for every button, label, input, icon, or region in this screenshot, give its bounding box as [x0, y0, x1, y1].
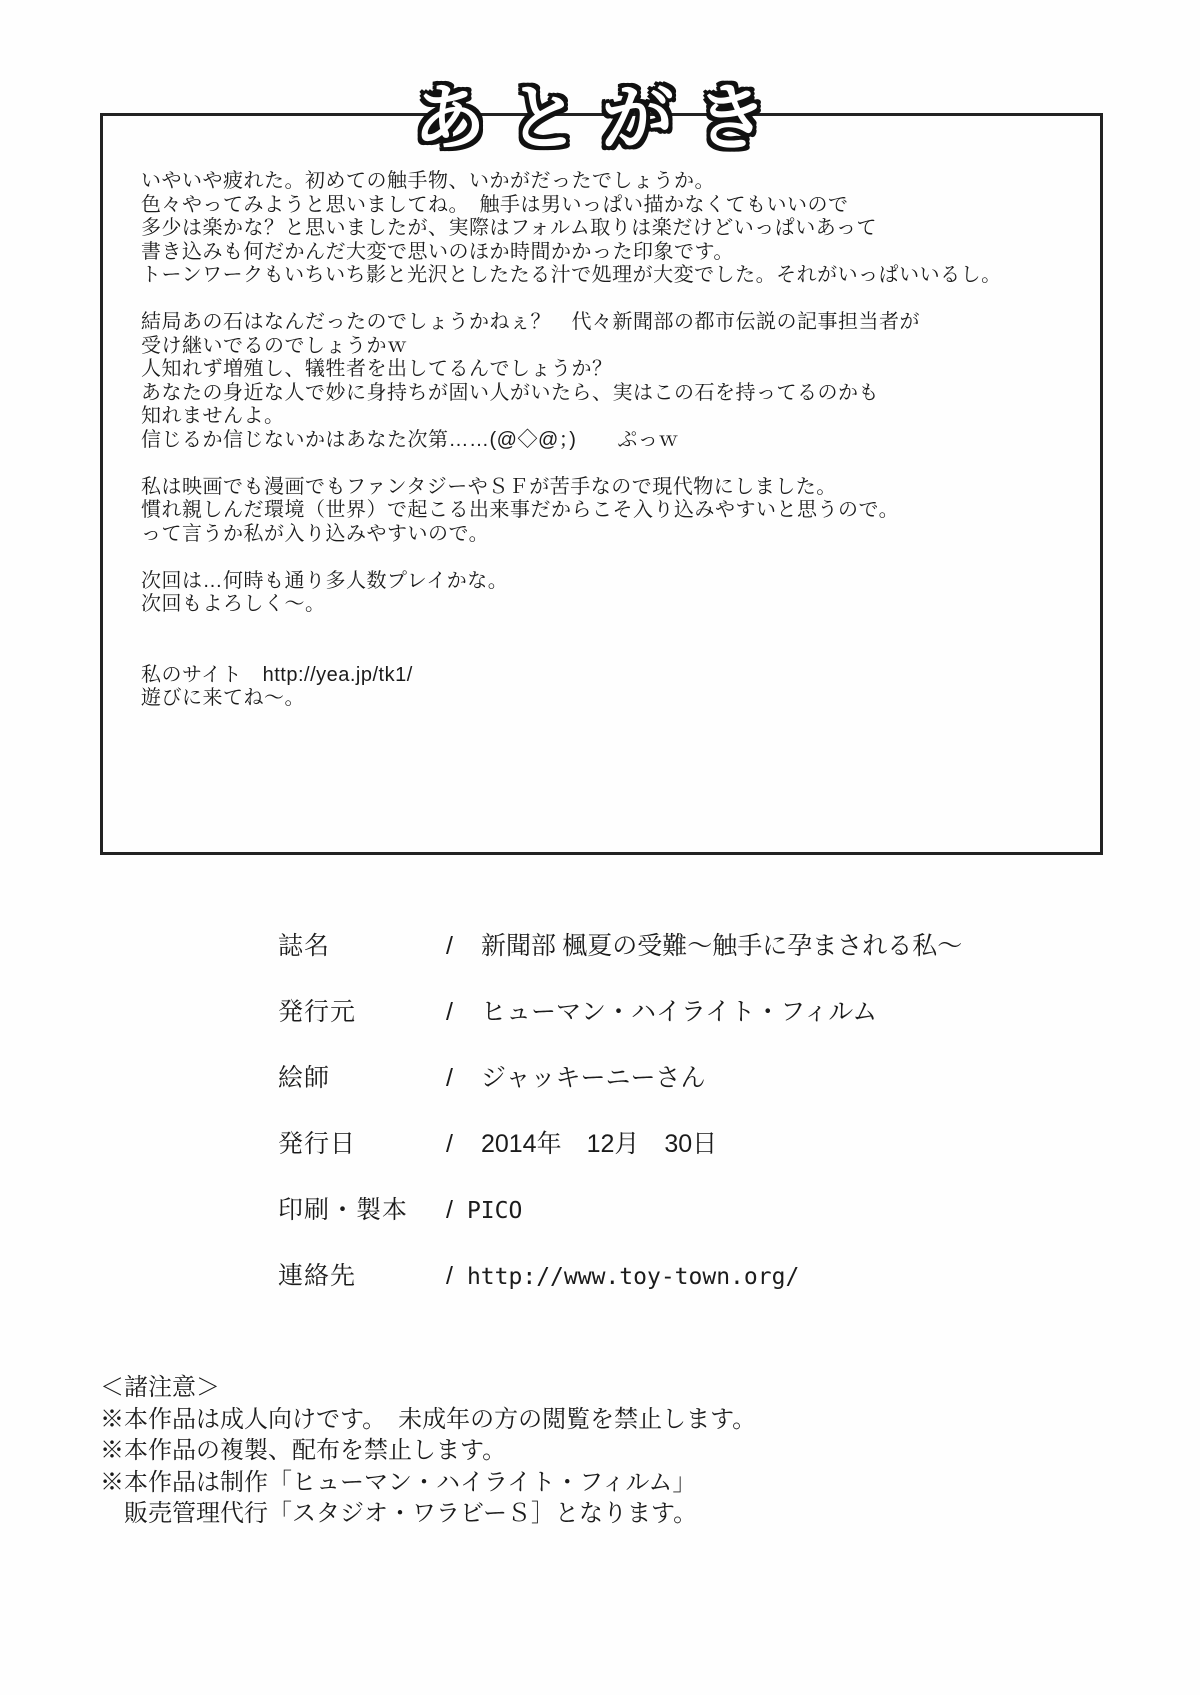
notices-lines — [100, 1404, 756, 1530]
notice-line: ※本作品は成人向けです。 未成年の方の閲覧を禁止します。 — [100, 1405, 757, 1433]
afterword-line: 信じるか信じないかはあなた次第……(@◇@；) ぷっｗ — [141, 428, 679, 451]
colophon-value: 2014年 12月 30日 — [480, 1130, 718, 1158]
colophon-row — [278, 1058, 962, 1124]
afterword-line: 私は映画でも漫画でもファンタジーやＳＦが苦手なので現代物にしました。 — [141, 475, 837, 498]
colophon-row — [278, 1124, 962, 1190]
colophon-value: http://www.toy-town.org/ — [466, 1264, 800, 1290]
colophon-value: PICO — [466, 1198, 523, 1224]
afterword-line — [141, 288, 1071, 312]
colophon-label: 印刷・製本 — [278, 1196, 409, 1224]
colophon-value: 新聞部 楓夏の受難〜触手に孕まされる私〜 — [480, 933, 963, 960]
colophon-label: 発行日 — [278, 1130, 357, 1158]
colophon-value: ジャッキーニーさん — [480, 1065, 706, 1092]
afterword-line: 結局あの石はなんだったのでしょうかねぇ？ 代々新聞部の都市伝説の記事担当者が — [141, 311, 920, 333]
colophon-separator: / — [446, 1262, 453, 1290]
colophon-row — [278, 1190, 962, 1256]
notices — [100, 1372, 756, 1530]
afterword-line: 次回もよろしく〜。 — [141, 593, 326, 615]
afterword-line: 書き込みも何だかんだ大変で思いのほか時間かかった印象です。 — [141, 240, 734, 263]
colophon-value: ヒューマン・ハイライト・フィルム — [480, 999, 878, 1026]
colophon-row — [278, 1256, 962, 1322]
notice-line: ※本作品の複製、配布を禁止します。 — [100, 1437, 507, 1464]
notices-heading: ＜諸注意＞ — [100, 1374, 220, 1401]
notice-line: 販売管理代行「スタジオ・ワラビーＳ］となります。 — [100, 1500, 698, 1527]
afterword-line: 次回は…何時も通り多人数プレイかな。 — [141, 569, 509, 592]
colophon — [278, 926, 962, 1322]
afterword-line: あなたの身近な人で妙に身持ちが固い人がいたら、実はこの石を持ってるのかも — [141, 381, 879, 404]
colophon-label: 誌名 — [278, 932, 331, 960]
afterword-line: 多少は楽かな？と思いましたが、実際はフォルム取りは楽だけどいっぱいあって — [141, 217, 877, 239]
colophon-separator: / — [446, 998, 453, 1026]
afterword-line: 人知れず増殖し、犠牲者を出してるんでしょうか？ — [141, 358, 613, 380]
afterword-line: 私のサイト http://yea.jp/tk1/ — [141, 663, 413, 686]
colophon-label: 連絡先 — [278, 1262, 357, 1290]
afterword-line: いやいや疲れた。初めての触手物、いかがだったでしょうか。 — [141, 170, 715, 192]
colophon-row — [278, 926, 962, 992]
afterword-line: 知れませんよ。 — [141, 405, 285, 427]
afterword-line: 受け継いでるのでしょうかｗ — [141, 334, 408, 357]
page-title: あとがき — [413, 79, 790, 159]
colophon-label: 発行元 — [278, 998, 357, 1026]
afterword-line — [141, 452, 1071, 476]
afterword-line: って言うか私が入り込みやすいので。 — [141, 522, 490, 545]
afterword-line: トーンワークもいちいち影と光沢としたたる汁で処理が大変でした。それがいっぱいいるし。 — [141, 264, 1002, 286]
afterword-line — [141, 546, 1071, 570]
afterword-line: 遊びに来てね〜。 — [141, 687, 305, 709]
afterword-line: 慣れ親しんだ環境（世界）で起こる出来事だからこそ入り込みやすいと思うので。 — [141, 499, 900, 521]
colophon-label: 絵師 — [278, 1064, 331, 1092]
colophon-separator: / — [446, 1130, 453, 1158]
afterword-text — [141, 170, 1071, 711]
afterword-line — [141, 617, 1071, 641]
colophon-separator: / — [446, 1064, 453, 1092]
colophon-row — [278, 992, 962, 1058]
colophon-separator: / — [446, 932, 453, 960]
afterword-line — [141, 640, 1071, 664]
colophon-separator: / — [446, 1196, 453, 1224]
notice-line: ※本作品は制作「ヒューマン・ハイライト・フィルム」 — [100, 1468, 697, 1496]
afterword-line: 色々やってみようと思いましてね。 触手は男いっぱい描かなくてもいいので — [141, 193, 849, 216]
